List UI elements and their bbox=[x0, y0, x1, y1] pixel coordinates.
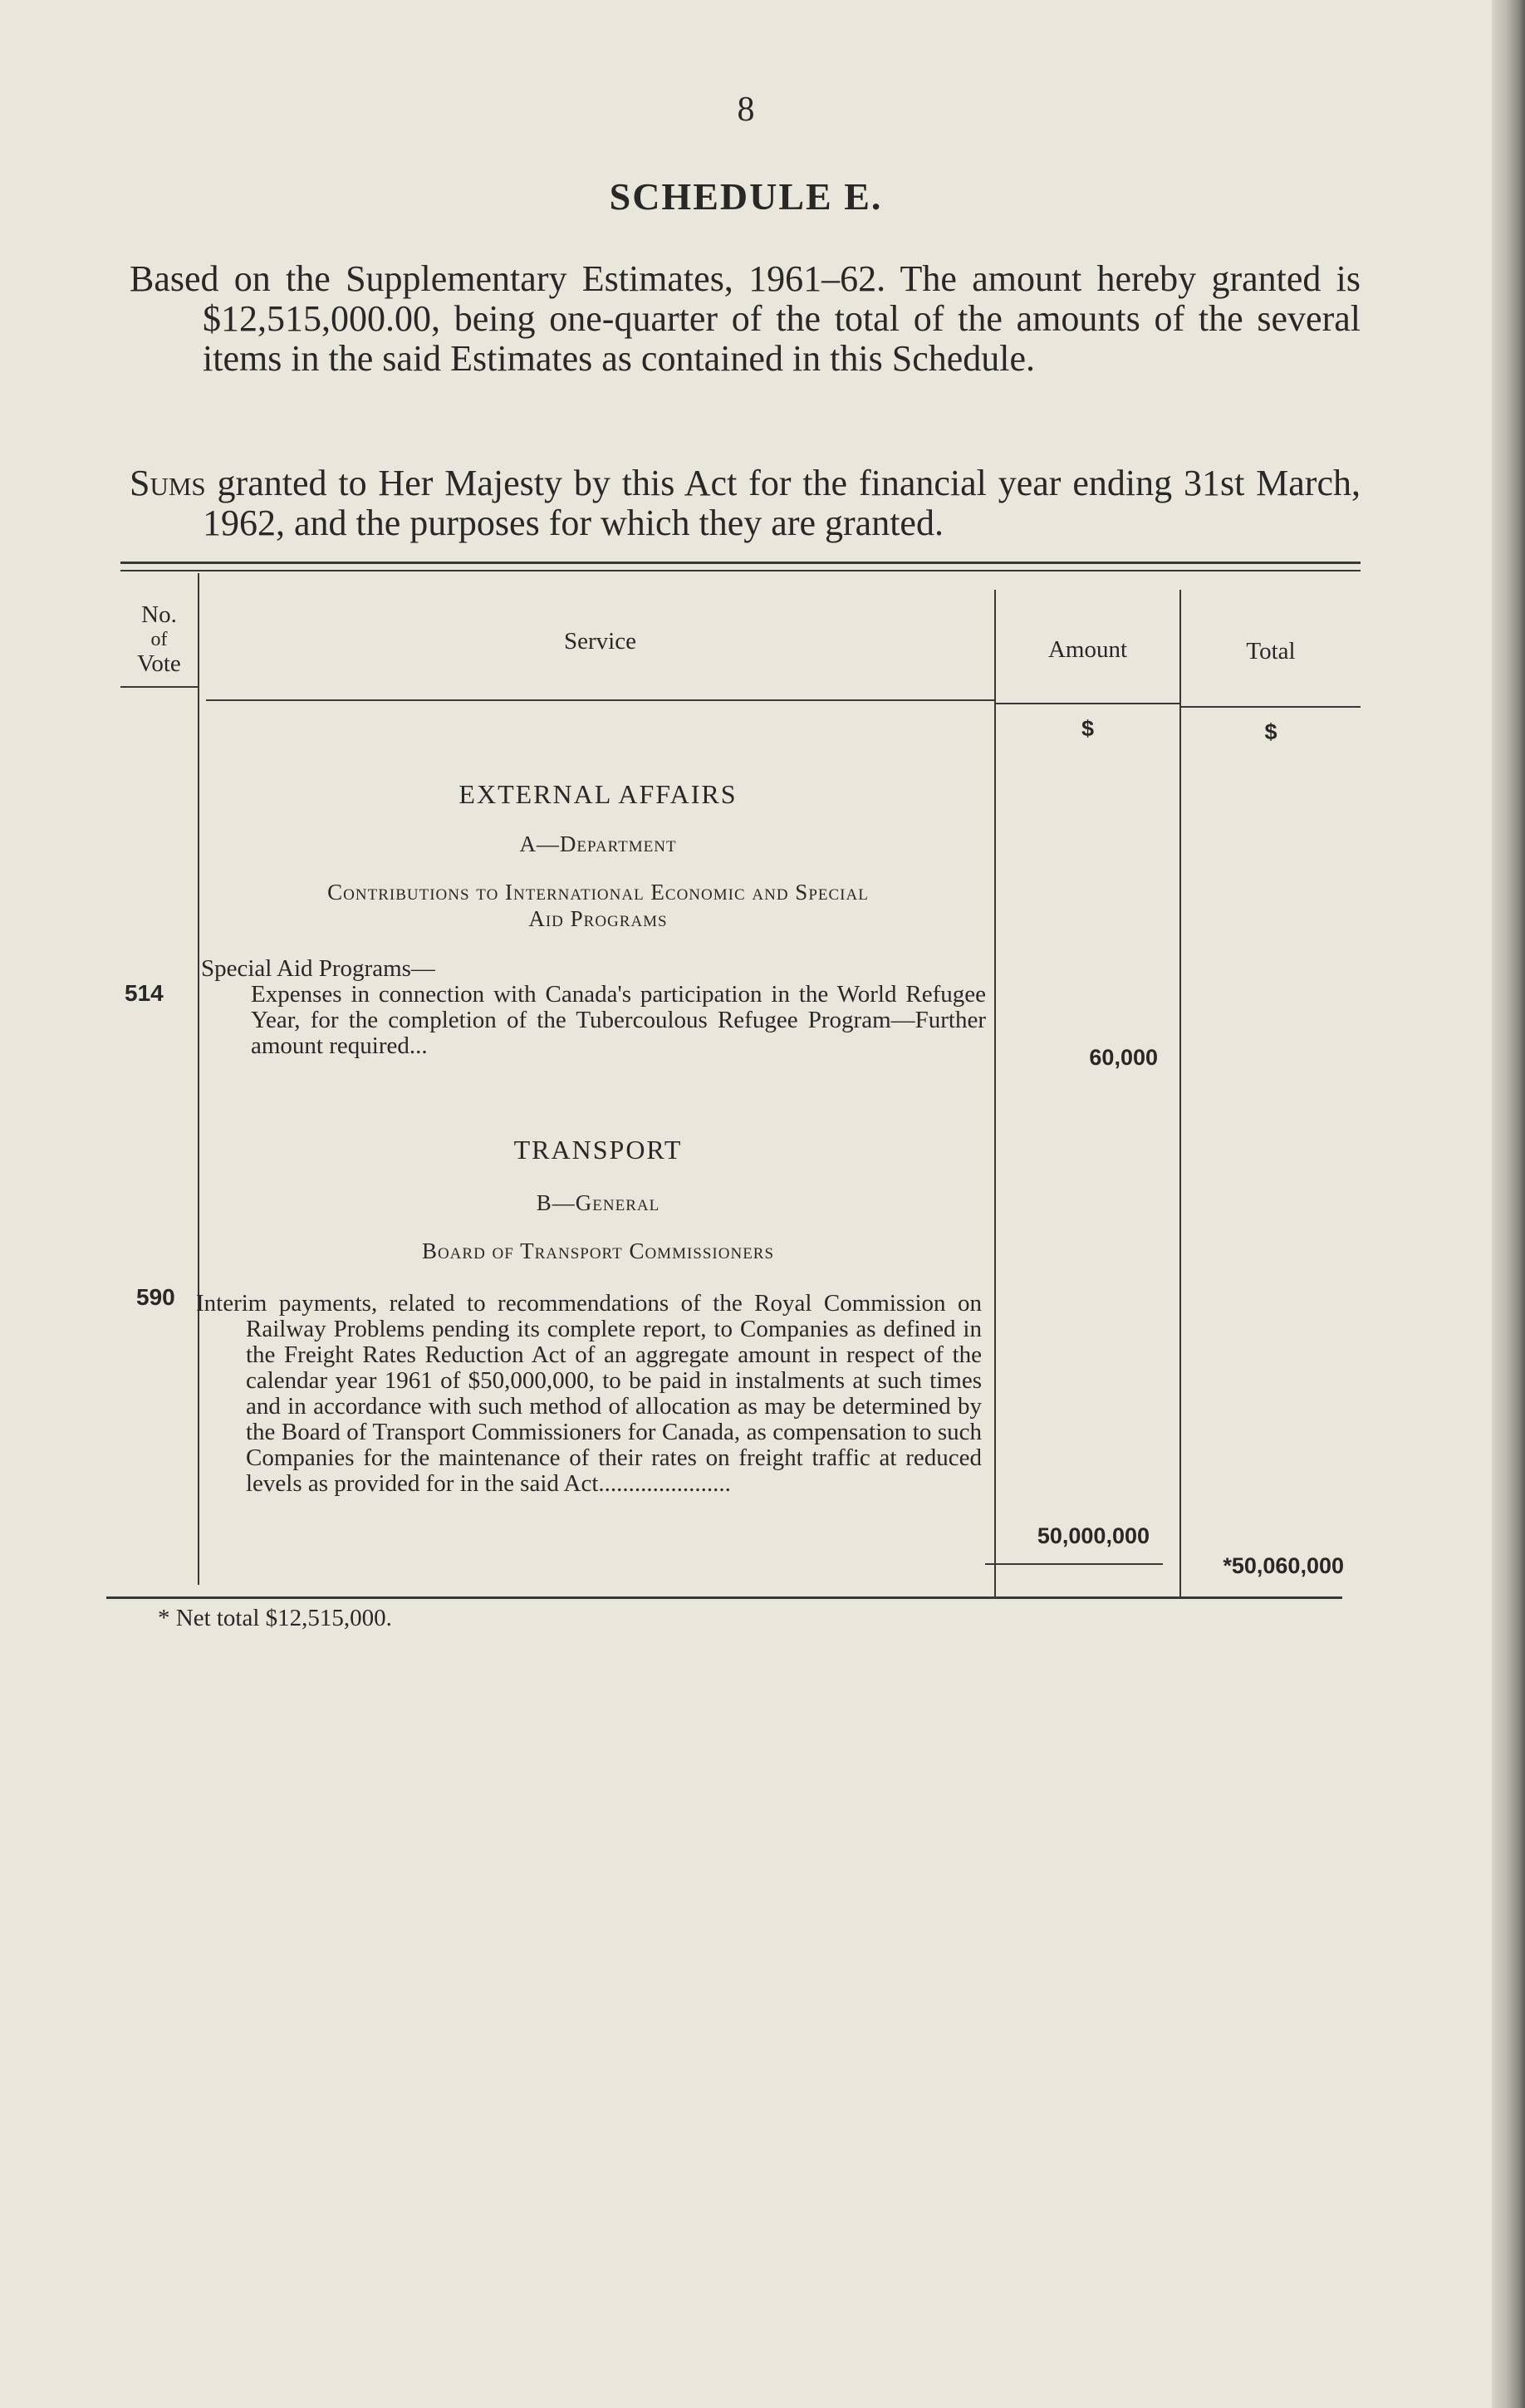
page-number: 8 bbox=[737, 91, 755, 129]
vote-number-514: 514 bbox=[125, 980, 164, 1006]
vote-number-590: 590 bbox=[136, 1284, 175, 1310]
total-header-rule bbox=[1181, 706, 1361, 708]
sums-paragraph bbox=[130, 463, 1361, 543]
service-header: Service bbox=[564, 628, 636, 655]
amount-currency: $ bbox=[1081, 716, 1095, 741]
amount-514: 60,000 bbox=[1089, 1045, 1158, 1070]
section-subheading-department: A—Department bbox=[519, 831, 677, 856]
amount-header-rule bbox=[996, 703, 1179, 704]
service-item-514: Expenses in connection with Canada's participation in the World Refugee Year, for the completion of the Tubercoulous Refugee Program—Further amount required... bbox=[251, 981, 986, 1059]
sums-text: granted to Her Majesty by this Act for the financial year ending 31st March, 1962, and the purposes for which they are granted. bbox=[203, 463, 1361, 543]
amount-590: 50,000,000 bbox=[1037, 1523, 1150, 1548]
intro-paragraph: Based on the Supplementary Estimates, 1961–62. The amount hereby granted is $12,515,000.00, being one-quarter of the total of the amounts of the several items in the said Estimates as contained in this Schedule. bbox=[130, 258, 1361, 379]
vote-header-line1: No. bbox=[141, 601, 177, 628]
schedule-title: SCHEDULE E. bbox=[609, 175, 883, 218]
special-aid-lead: Special Aid Programs— bbox=[201, 955, 435, 982]
grand-total: *50,060,000 bbox=[1223, 1553, 1344, 1578]
vote-column-rule bbox=[198, 573, 199, 1585]
total-currency: $ bbox=[1264, 719, 1277, 744]
total-header: Total bbox=[1246, 638, 1296, 665]
vote-header-line2: of bbox=[150, 629, 168, 650]
service-header-rule bbox=[206, 699, 994, 701]
sums-lead: Sums bbox=[130, 463, 206, 503]
table-top-rule bbox=[120, 562, 1361, 564]
table-bottom-rule bbox=[106, 1596, 1342, 1599]
group-heading-contributions: Contributions to International Economic and Special Aid Programs bbox=[327, 880, 869, 931]
footnote: * Net total $12,515,000. bbox=[158, 1605, 392, 1631]
service-item-590: Interim payments, related to recommendations of the Royal Commission on Railway Problems pending its complete report, to Companies as defined in the Freight Rates Reduction Act of an aggregate amount in respect of the calendar year 1961 of $50,000,000, to be paid in instalments at such times and in accordance with such method of allocation as may be determined by the Board of Transport Commissioners for Canada, as compensation to such Companies for the maintenance of their rates on freight traffic at reduced levels as provided for in the said Act...................... bbox=[196, 1290, 982, 1497]
vote-header-rule bbox=[120, 686, 198, 688]
table-top-rule-2 bbox=[120, 570, 1361, 571]
vote-header-line3: Vote bbox=[137, 650, 181, 677]
vote-header bbox=[120, 601, 198, 678]
amount-total-rule bbox=[985, 1563, 1163, 1565]
section-subheading-general: B—General bbox=[536, 1190, 660, 1215]
page-edge-shadow bbox=[1492, 0, 1525, 2408]
section-heading-external-affairs: EXTERNAL AFFAIRS bbox=[458, 779, 738, 809]
group-heading-board: Board of Transport Commissioners bbox=[421, 1238, 775, 1263]
amount-header: Amount bbox=[1047, 636, 1128, 663]
section-heading-transport: TRANSPORT bbox=[513, 1135, 683, 1165]
